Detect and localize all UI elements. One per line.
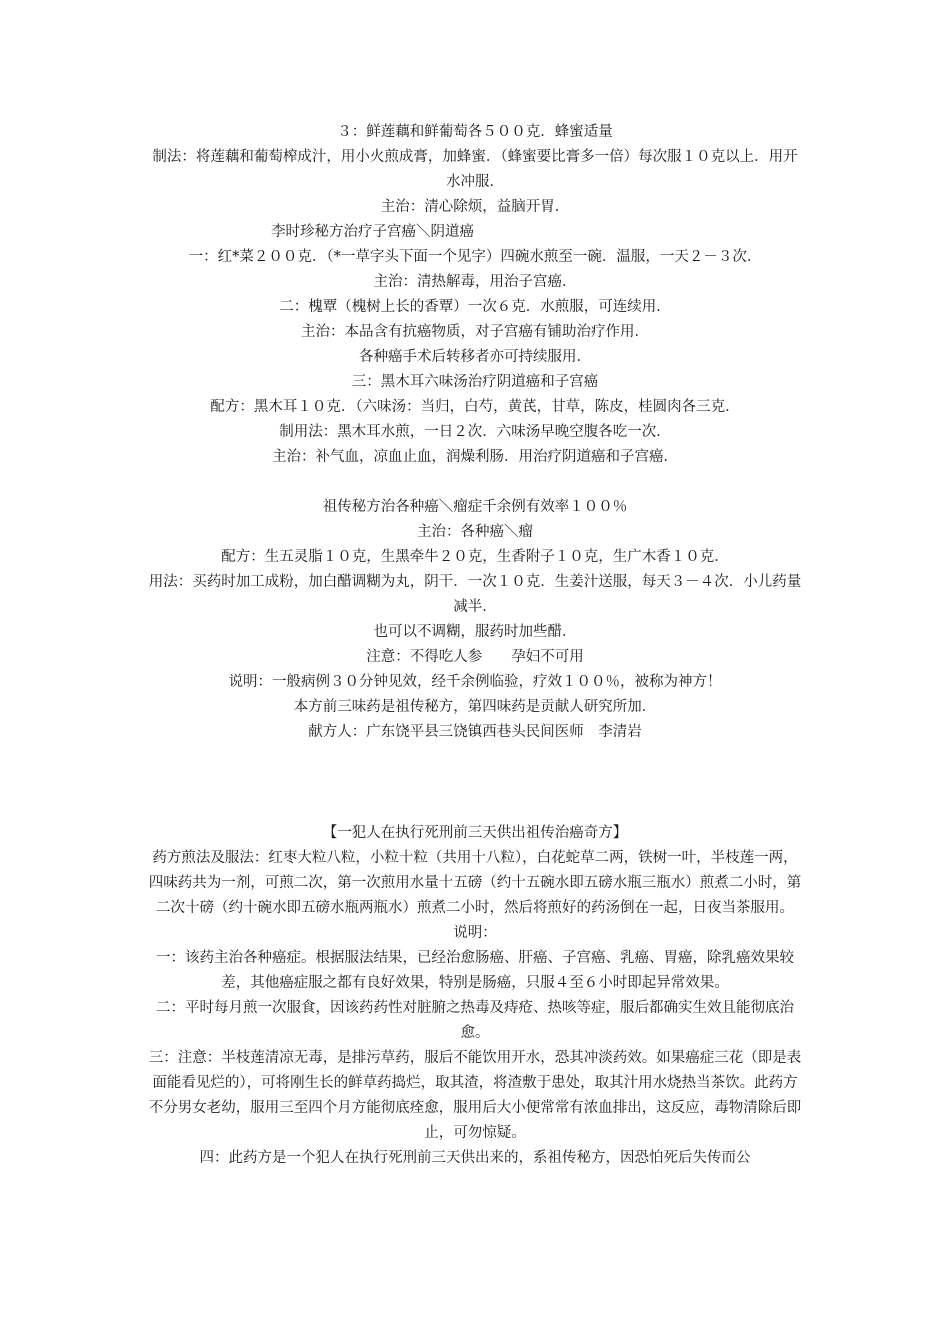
- ancestral-contributor: 献方人：广东饶平县三饶镇西巷头民间医师 李清岩: [308, 724, 642, 740]
- prisoner-remedy-title: 【一犯人在执行死刑前三天供出祖传治癌奇方】: [322, 825, 628, 841]
- remedy-3-title: 三：黑木耳六味汤治疗阴道癌和子宫癌: [351, 374, 599, 390]
- prisoner-remedy-note-2: 二：平时每月煎一次服食，因该药药性对脏腑之热毒及痔疮、热咳等症，服后都确实生效且能彻底治愈。: [156, 1000, 794, 1041]
- remedy-2-note: 各种癌手术后转移者亦可持续服用．: [359, 349, 591, 365]
- ancestral-alt-usage: 也可以不调糊，服药时加些醋．: [373, 624, 577, 640]
- recipe-3-method: 制法：将莲藕和葡萄榨成汁，用小火煎成膏，加蜂蜜．（蜂蜜要比膏多一倍）每次服１０克以上．用开水冲服．: [152, 149, 798, 190]
- ancestral-formula: 配方：生五灵脂１０克，生黑牵牛２０克，生香附子１０克，生广木香１０克．: [221, 549, 729, 565]
- remedy-2-text: 二：槐覃（槐树上长的香覃）一次６克．水煎服，可连续用．: [279, 299, 671, 315]
- prisoner-remedy-note-3: 三：注意：半枝莲清凉无毒，是排污草药，服后不能饮用开水，恐其冲淡药效。如果癌症三花（即是表面能看见烂的），可将刚生长的鲜草药捣烂，取其渣，将渣敷于患处，取其汁用水烧热当茶饮。此药方不分男女老幼，服用三至四个月方能彻底痊愈，服用后大小便常常有浓血排出，这反应，毒物清除后即止，可勿惊疑。: [148, 1050, 802, 1141]
- section-heading-lishizhen: 李时珍秘方治疗子宫癌＼阴道癌: [271, 224, 474, 240]
- spacer: [148, 745, 802, 821]
- section-prisoner-remedy: [148, 821, 802, 1171]
- document-page: [148, 120, 802, 1171]
- ancestral-caution: 注意：不得吃人参 孕妇不可用: [366, 649, 584, 665]
- remedy-1-text: 一：红*菜２００克．（*一草字头下面一个见字）四碗水煎至一碗．温服，一天２－３次．: [188, 249, 762, 265]
- prisoner-remedy-notes-heading: 说明：: [453, 925, 497, 941]
- ancestral-title: 祖传秘方治各种癌＼瘤症千余例有效率１００％: [322, 499, 628, 515]
- remedy-3-usage: 制用法：黑木耳水煎，一日２次．六味汤早晚空腹各吃一次．: [279, 424, 671, 440]
- section-lotus-grape: [148, 120, 802, 470]
- ancestral-origin-note: 本方前三味药是祖传秘方，第四味药是贡献人研究所加．: [293, 699, 657, 715]
- spacer: [148, 470, 802, 495]
- remedy-1-indication: 主治：清热解毒，用治子宫癌．: [373, 274, 577, 290]
- recipe-3-title: ３：鲜莲藕和鲜葡萄各５００克．蜂蜜适量: [337, 124, 613, 140]
- prisoner-remedy-note-4: 四：此药方是一个犯人在执行死刑前三天供出来的，系祖传秘方，因恐怕死后失传而公: [199, 1150, 751, 1166]
- prisoner-remedy-preparation: 药方煎法及服法：红枣大粒八粒，小粒十粒（共用十八粒），白花蛇草二两，铁树一叶，半枝莲一两，四味药共为一剂，可煎二次，第一次煎用水量十五磅（约十五碗水即五磅水瓶三瓶水）煎煮二小时，第二次十磅（约十碗水即五磅水瓶两瓶水）煎煮二小时，然后将煎好的药汤倒在一起，日夜当茶服用。: [148, 850, 802, 916]
- ancestral-usage: 用法：买药时加工成粉，加白醋调糊为丸，阴干．一次１０克．生姜汁送服，每天３－４次．小儿药量减半．: [148, 574, 802, 615]
- ancestral-explanation: 说明：一般病例３０分钟见效，经千余例临验，疗效１００％，被称为神方！: [228, 674, 722, 690]
- prisoner-remedy-note-1: 一：该药主治各种癌症。根据服法结果，已经治愈肠癌、肝癌、子宫癌、乳癌、胃癌，除乳癌效果较差，其他癌症服之都有良好效果，特别是肠癌，只服４至６小时即起异常效果。: [156, 950, 794, 991]
- remedy-3-formula: 配方：黑木耳１０克．（六味汤：当归，白芍，黄芪，甘草，陈皮，桂圆肉各三克．: [210, 399, 740, 415]
- remedy-2-indication: 主治：本品含有抗癌物质，对子宫癌有铺助治疗作用．: [301, 324, 649, 340]
- remedy-3-indication: 主治：补气血，凉血止血，润燥利肠．用治疗阴道癌和子宫癌．: [272, 449, 678, 465]
- section-ancestral-remedy: [148, 495, 802, 745]
- recipe-3-indication: 主治：清心除烦，益脑开胃．: [380, 199, 570, 215]
- ancestral-indication: 主治：各种癌＼瘤: [417, 524, 533, 540]
